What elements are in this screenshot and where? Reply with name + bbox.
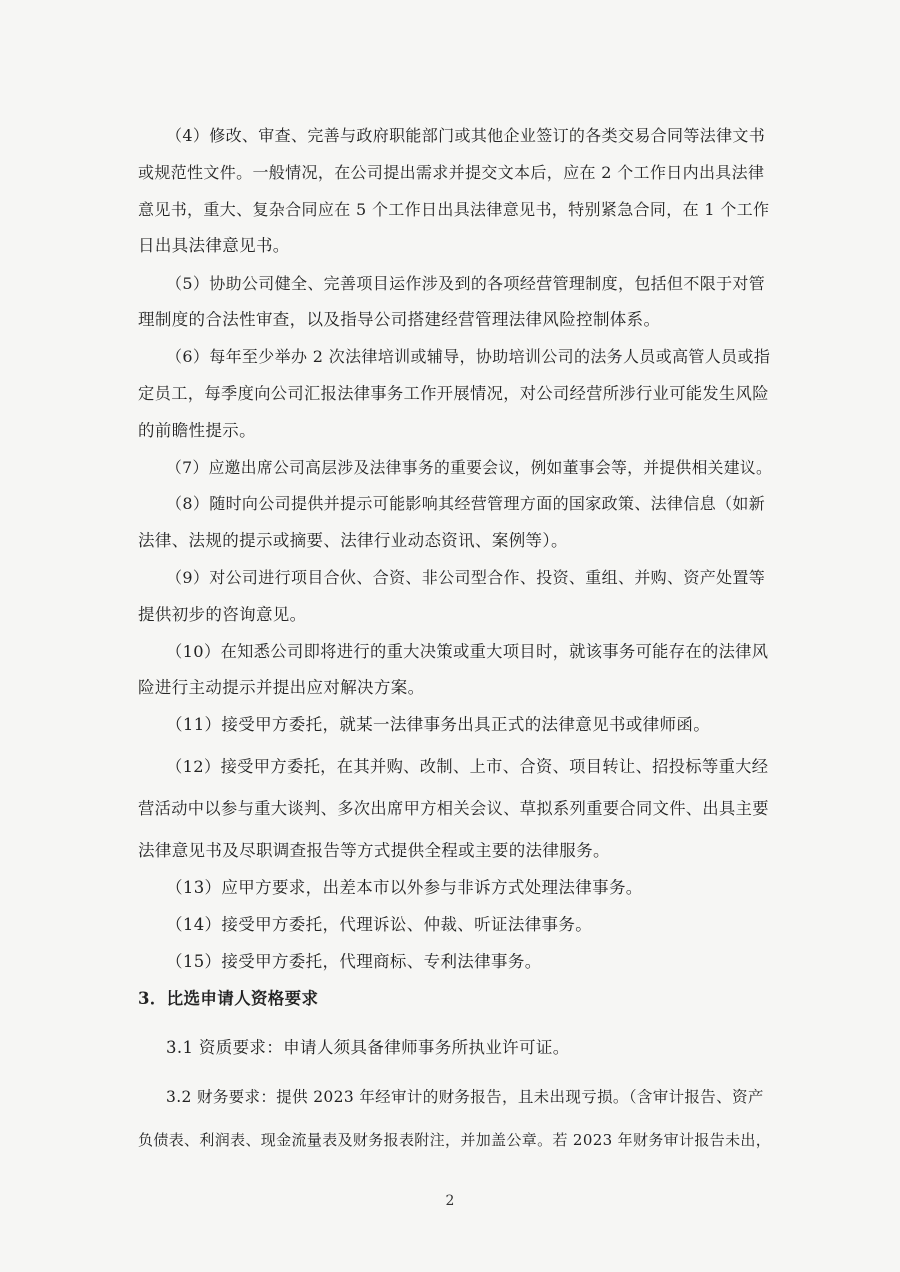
text-line: 法律意见书及尽职调查报告等方式提供全程或主要的法律服务。 — [138, 841, 610, 860]
text-line: （11）接受甲方委托，就某一法律事务出具正式的法律意见书或律师函。 — [166, 715, 711, 734]
text-line: 3.1 资质要求：申请人须具备律师事务所执业许可证。 — [166, 1038, 570, 1057]
text-line: （12）接受甲方委托，在其并购、改制、上市、合资、项目转让、招投标等重大经 — [166, 757, 769, 776]
text-line: 提供初步的咨询意见。 — [138, 605, 307, 624]
text-line: 险进行主动提示并提出应对解决方案。 — [138, 678, 425, 697]
text-line: （15）接受甲方委托，代理商标、专利法律事务。 — [166, 952, 542, 971]
page-number: 2 — [445, 1193, 455, 1209]
text-line: （6）每年至少举办 2 次法律培训或辅导，协助培训公司的法务人员或高管人员或指 — [166, 347, 771, 366]
text-line: （14）接受甲方委托，代理诉讼、仲裁、听证法律事务。 — [166, 915, 593, 934]
text-line: 的前瞻性提示。 — [138, 421, 256, 440]
text-line: 日出具法律意见书。 — [138, 236, 290, 255]
text-line: （9）对公司进行项目合伙、合资、非公司型合作、投资、重组、并购、资产处置等 — [166, 568, 766, 587]
text-line: （4）修改、审查、完善与政府职能部门或其他企业签订的各类交易合同等法律文书 — [166, 126, 766, 145]
text-line: （10）在知悉公司即将进行的重大决策或重大项目时，就该事务可能存在的法律风 — [166, 642, 769, 661]
text-line: 营活动中以参与重大谈判、多次出席甲方相关会议、草拟系列重要合同文件、出具主要 — [138, 799, 769, 818]
section-heading: 3．比选申请人资格要求 — [138, 989, 319, 1008]
text-line: （7）应邀出席公司高层涉及法律事务的重要会议，例如董事会等，并提供相关建议。 — [166, 458, 773, 477]
text-line: （8）随时向公司提供并提示可能影响其经营管理方面的国家政策、法律信息（如新 — [166, 494, 766, 513]
text-line: 或规范性文件。一般情况，在公司提出需求并提交文本后，应在 2 个工作日内出具法律 — [138, 163, 765, 182]
text-line: 负债表、利润表、现金流量表及财务报表附注，并加盖公章。若 2023 年财务审计报告未出， — [138, 1131, 772, 1149]
text-line: 意见书，重大、复杂合同应在 5 个工作日出具法律意见书，特别紧急合同，在 1 个工作 — [138, 200, 770, 219]
text-line: 定员工，每季度向公司汇报法律事务工作开展情况，对公司经营所涉行业可能发生风险 — [138, 384, 769, 403]
text-line: 法律、法规的提示或摘要、法律行业动态资讯、案例等）。 — [138, 531, 568, 550]
text-line: （5）协助公司健全、完善项目运作涉及到的各项经营管理制度，包括但不限于对管 — [166, 274, 766, 293]
text-line: 理制度的合法性审查，以及指导公司搭建经营管理法律风险控制体系。 — [138, 310, 661, 329]
text-line: （13）应甲方要求，出差本市以外参与非诉方式处理法律事务。 — [166, 878, 643, 897]
text-line: 3.2 财务要求：提供 2023 年经审计的财务报告，且未出现亏损。（含审计报告、资产 — [166, 1088, 764, 1106]
